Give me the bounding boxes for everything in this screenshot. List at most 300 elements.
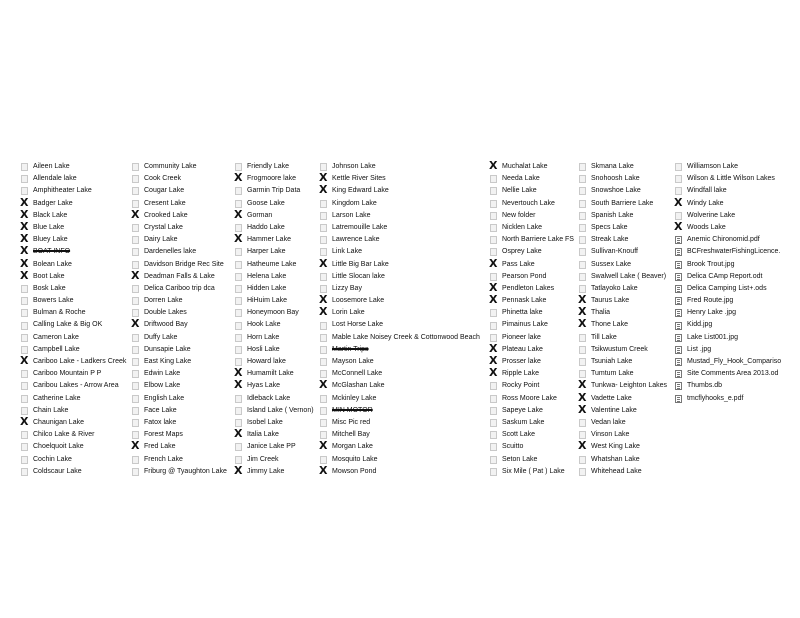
handwritten-x-mark: X [131,317,140,331]
folder-item[interactable] [235,259,314,271]
folder-item[interactable] [490,368,574,380]
folder-item[interactable] [490,295,574,307]
item-label: French Lake [144,455,183,463]
folder-item[interactable] [21,234,126,246]
listing-column-1 [21,161,126,478]
folder-item[interactable] [235,417,314,429]
folder-item[interactable] [132,466,227,478]
folder-item[interactable] [490,246,574,258]
folder-item[interactable] [21,368,126,380]
folder-icon [579,187,586,195]
folder-item[interactable] [132,356,227,368]
item-label: Link Lake [332,248,362,256]
folder-item[interactable] [235,198,314,210]
folder-icon [132,358,139,366]
folder-item[interactable] [132,393,227,405]
folder-item[interactable] [132,332,227,344]
item-label: Taurus Lake [591,297,630,305]
folder-icon [675,187,682,195]
item-label: Mitchell Bay [332,431,370,439]
file-item[interactable] [675,234,781,246]
item-label: Humamilt Lake [247,370,294,378]
item-label: Cochin Lake [33,455,72,463]
folder-icon [235,163,242,171]
folder-item[interactable] [579,454,667,466]
folder-item[interactable] [234,207,314,222]
item-label: Bulman & Roche [33,309,86,317]
folder-item[interactable] [21,441,126,453]
folder-item[interactable] [675,210,781,222]
handwritten-x-mark: X [578,390,587,404]
folder-icon [21,309,28,317]
folder-item[interactable] [578,402,667,417]
folder-item[interactable] [319,463,480,478]
file-item[interactable] [675,283,781,295]
folder-icon [675,212,682,220]
folder-item[interactable] [21,246,126,258]
folder-item[interactable] [489,280,574,295]
item-label: Duffy Lake [144,333,178,341]
folder-item[interactable] [579,429,667,441]
item-label: North Barriere Lake FS [502,236,574,244]
item-label: Delica Cariboo trip dca [144,284,215,292]
folder-item[interactable] [21,319,126,331]
folder-item[interactable] [235,295,314,307]
folder-item[interactable] [579,222,667,234]
item-label: Black Lake [33,211,68,219]
handwritten-x-mark: X [319,293,328,307]
folder-item[interactable] [490,356,574,368]
item-label: Needa Lake [502,175,540,183]
file-item[interactable] [675,393,781,405]
folder-item[interactable] [20,207,126,222]
folder-item[interactable] [20,219,126,234]
folder-item[interactable] [132,344,227,356]
handwritten-x-mark: X [578,305,587,319]
folder-item[interactable] [235,332,314,344]
folder-icon [320,334,327,342]
folder-item[interactable] [579,380,667,392]
folder-item[interactable] [234,463,314,478]
item-label: Latremouille Lake [332,223,388,231]
folder-item[interactable] [235,344,314,356]
folder-item[interactable] [579,356,667,368]
folder-icon [579,200,586,208]
file-item[interactable] [675,356,781,368]
folder-item[interactable] [490,161,574,173]
folder-item[interactable] [21,405,126,417]
folder-icon [132,200,139,208]
folder-item[interactable] [131,268,227,283]
folder-icon [132,334,139,342]
folder-item[interactable] [132,405,227,417]
folder-item[interactable] [675,161,781,173]
item-label: Jimmy Lake [247,467,285,475]
folder-item[interactable] [675,173,781,185]
item-label: Pennask Lake [502,297,547,305]
listing-column-3 [235,161,314,478]
item-label: Deadman Falls & Lake [144,272,215,280]
folder-item[interactable] [320,368,480,380]
folder-item[interactable] [132,295,227,307]
folder-item[interactable] [132,283,227,295]
folder-icon [132,175,139,183]
folder-icon [579,163,586,171]
folder-item[interactable] [132,198,227,210]
folder-item[interactable] [490,332,574,344]
item-label: Prosser lake [502,358,541,365]
item-label: West King Lake [591,443,640,451]
folder-item[interactable] [132,222,227,234]
file-icon [675,248,682,256]
item-label: Lorin Lake [332,309,365,317]
item-label: Till Lake [591,333,617,341]
folder-icon [132,163,139,171]
folder-item[interactable] [490,380,574,392]
item-label: Double Lakes [144,309,187,317]
folder-item[interactable] [490,222,574,234]
item-label: Tsikwustum Creek [591,345,648,353]
folder-item[interactable] [320,319,480,331]
folder-item[interactable] [490,466,574,478]
folder-item[interactable] [579,441,667,453]
folder-item[interactable] [320,161,480,173]
folder-item[interactable] [235,307,314,319]
folder-item[interactable] [132,307,227,319]
folder-icon [21,382,28,390]
file-item[interactable] [675,295,781,307]
item-label: Face Lake [144,406,177,414]
folder-item[interactable] [579,295,667,307]
folder-item[interactable] [490,234,574,246]
folder-item[interactable] [320,283,480,295]
folder-item[interactable] [320,393,480,405]
folder-icon [490,382,497,390]
item-label: tmcflyhooks_e.pdf [687,394,744,402]
folder-item[interactable] [579,319,667,331]
folder-item[interactable] [235,222,314,234]
folder-icon [320,248,327,256]
folder-icon [132,261,139,269]
folder-item[interactable] [21,283,126,295]
item-label: Windy Lake [687,199,724,207]
item-label: Cameron Lake [33,333,79,341]
item-label: Hosli Lake [247,345,280,353]
folder-item[interactable] [21,393,126,405]
folder-item[interactable] [132,246,227,258]
folder-item[interactable] [20,195,126,210]
item-label: Gorman [247,211,273,219]
folder-item[interactable] [21,161,126,173]
handwritten-x-mark: X [20,268,29,282]
folder-item[interactable] [132,417,227,429]
folder-item[interactable] [320,185,480,197]
item-label: Williamson Lake [687,163,738,170]
folder-item[interactable] [21,429,126,441]
folder-item[interactable] [579,173,667,185]
folder-item[interactable] [320,222,480,234]
folder-item[interactable] [320,454,480,466]
item-label: Martin Trips [332,345,369,353]
file-item[interactable] [675,380,781,392]
file-icon [675,322,682,330]
folder-item[interactable] [20,268,126,283]
folder-item[interactable] [490,393,574,405]
folder-item[interactable] [21,185,126,197]
handwritten-x-mark: X [20,232,29,246]
folder-item[interactable] [235,161,314,173]
folder-item[interactable] [235,271,314,283]
folder-item[interactable] [132,380,227,392]
item-label: Whatshan Lake [591,455,640,463]
folder-item[interactable] [235,441,314,453]
folder-item[interactable] [320,307,480,319]
handwritten-x-mark: X [578,439,587,453]
file-item[interactable] [675,307,781,319]
item-label: Friburg @ Tyaughton Lake [144,467,227,475]
folder-item[interactable] [490,198,574,210]
folder-icon [235,334,242,342]
folder-item[interactable] [21,356,126,368]
folder-item[interactable] [320,173,480,185]
folder-item[interactable] [674,219,781,234]
item-label: Osprey Lake [502,248,542,256]
item-label: Hammer Lake [247,236,291,244]
folder-icon [21,407,28,415]
folder-item[interactable] [490,454,574,466]
folder-item[interactable] [21,173,126,185]
file-item[interactable] [675,246,781,258]
folder-item[interactable] [320,246,480,258]
folder-item[interactable] [131,207,227,222]
folder-icon [490,248,497,256]
folder-item[interactable] [132,259,227,271]
folder-item[interactable] [21,307,126,319]
file-item[interactable] [675,319,781,331]
item-label: Bluey Lake [33,236,68,244]
item-label: Misc Pic red [332,418,371,426]
folder-item[interactable] [235,405,314,417]
folder-item[interactable] [320,198,480,210]
folder-item[interactable] [490,173,574,185]
folder-item[interactable] [320,295,480,307]
folder-item[interactable] [320,417,480,429]
folder-item[interactable] [21,454,126,466]
file-item[interactable] [675,259,781,271]
folder-item[interactable] [21,295,126,307]
item-label: Driftwood Bay [144,321,188,329]
file-item[interactable] [675,344,781,356]
folder-item[interactable] [235,185,314,197]
item-label: King Edward Lake [332,187,389,195]
item-label: HiHuim Lake [247,297,288,305]
folder-item[interactable] [235,393,314,405]
folder-item[interactable] [674,195,781,210]
folder-icon [490,334,497,342]
folder-item[interactable] [579,198,667,210]
folder-item[interactable] [320,271,480,283]
folder-item[interactable] [132,368,227,380]
folder-icon [235,224,242,232]
folder-icon [21,322,28,330]
folder-item[interactable] [235,380,314,392]
item-label: Delica CAmp Report.odt [687,272,763,280]
item-label: Mable Lake Noisey Creek & Cottonwood Beach [332,333,480,341]
folder-item[interactable] [235,234,314,246]
folder-item[interactable] [320,332,480,344]
folder-icon [21,456,28,464]
folder-icon [320,358,327,366]
item-label: Pearson Pond [502,272,547,280]
folder-icon [320,273,327,281]
folder-item[interactable] [235,356,314,368]
folder-item[interactable] [319,256,480,271]
folder-item[interactable] [579,246,667,258]
folder-item[interactable] [132,441,227,453]
folder-item[interactable] [489,256,574,271]
handwritten-x-mark: X [489,256,498,270]
folder-icon [235,297,242,305]
folder-item[interactable] [490,429,574,441]
folder-item[interactable] [579,259,667,271]
folder-item[interactable] [579,283,667,295]
folder-item[interactable] [579,332,667,344]
item-label: Garmin Trip Data [247,187,301,195]
folder-item[interactable] [132,319,227,331]
folder-icon [235,187,242,195]
folder-item[interactable] [490,185,574,197]
folder-icon [320,212,327,220]
folder-icon [490,273,497,281]
folder-icon [320,163,327,171]
folder-item[interactable] [235,283,314,295]
item-label: Phinetta lake [502,309,543,317]
file-item[interactable] [675,332,781,344]
folder-item[interactable] [20,256,126,271]
folder-item[interactable] [490,441,574,453]
item-label: Tunkwa- Leighton Lakes [591,382,668,390]
handwritten-x-mark: X [131,207,140,221]
folder-item[interactable] [132,161,227,173]
folder-item[interactable] [579,161,667,173]
folder-item[interactable] [320,380,480,392]
item-label: Island Lake ( Vernon) [247,406,314,414]
item-label: Loosemore Lake [332,297,385,305]
item-label: McGlashan Lake [332,382,385,390]
item-label: Vinson Lake [591,431,630,439]
item-label: East King Lake [144,358,192,365]
file-item[interactable] [675,368,781,380]
item-label: McConnell Lake [332,370,383,378]
folder-item[interactable] [489,341,574,356]
folder-item[interactable] [579,234,667,246]
listing-column-7 [675,161,781,405]
folder-item[interactable] [132,429,227,441]
item-label: Valentine Lake [591,406,637,414]
folder-item[interactable] [235,454,314,466]
folder-item[interactable] [320,344,480,356]
file-item[interactable] [675,271,781,283]
folder-item[interactable] [579,368,667,380]
folder-item[interactable] [21,380,126,392]
folder-item[interactable] [490,210,574,222]
item-label: Nicklen Lake [502,223,543,231]
folder-item[interactable] [132,454,227,466]
folder-icon [21,370,28,378]
folder-item[interactable] [490,307,574,319]
folder-item[interactable] [235,368,314,380]
folder-item[interactable] [490,405,574,417]
folder-icon [490,443,497,451]
file-icon [675,273,682,281]
folder-item[interactable] [675,185,781,197]
item-label: English Lake [144,394,185,402]
folder-item[interactable] [235,319,314,331]
item-label: Pioneer lake [502,333,541,341]
item-label: Bosk Lake [33,284,66,292]
folder-icon [320,370,327,378]
item-label: Coldscaur Lake [33,467,82,475]
folder-item[interactable] [579,210,667,222]
folder-item[interactable] [579,271,667,283]
item-label: Muchalat Lake [502,163,548,170]
folder-item[interactable] [20,414,126,429]
handwritten-x-mark: X [578,293,587,307]
folder-item[interactable] [579,466,667,478]
folder-item[interactable] [132,173,227,185]
folder-item[interactable] [320,356,480,368]
folder-item[interactable] [21,332,126,344]
item-label: Anemic Chironomid.pdf [687,236,760,244]
folder-icon [579,248,586,256]
folder-icon [235,419,242,427]
folder-item[interactable] [320,210,480,222]
folder-icon [132,407,139,415]
folder-item[interactable] [579,344,667,356]
folder-item[interactable] [578,390,667,405]
folder-item[interactable] [579,307,667,319]
folder-item[interactable] [132,185,227,197]
folder-item[interactable] [490,417,574,429]
file-icon [675,309,682,317]
folder-item[interactable] [235,173,314,185]
folder-item[interactable] [132,234,227,246]
folder-icon [132,395,139,403]
folder-item[interactable] [490,271,574,283]
folder-item[interactable] [579,417,667,429]
folder-item[interactable] [235,429,314,441]
folder-item[interactable] [320,429,480,441]
folder-item[interactable] [235,246,314,258]
folder-item[interactable] [21,466,126,478]
item-label: Chilco Lake & River [33,431,95,439]
folder-item[interactable] [320,405,480,417]
handwritten-x-mark: X [489,293,498,307]
file-icon [675,285,682,293]
folder-item[interactable] [320,234,480,246]
folder-item[interactable] [490,319,574,331]
folder-icon [579,346,586,354]
folder-item[interactable] [579,185,667,197]
file-icon [675,346,682,354]
item-label: Dunsapie Lake [144,345,191,353]
folder-item[interactable] [320,441,480,453]
item-label: Rocky Point [502,382,540,390]
item-label: Larson Lake [332,211,371,219]
item-label: Mosquito Lake [332,455,378,463]
folder-item[interactable] [21,344,126,356]
folder-icon [675,163,682,171]
